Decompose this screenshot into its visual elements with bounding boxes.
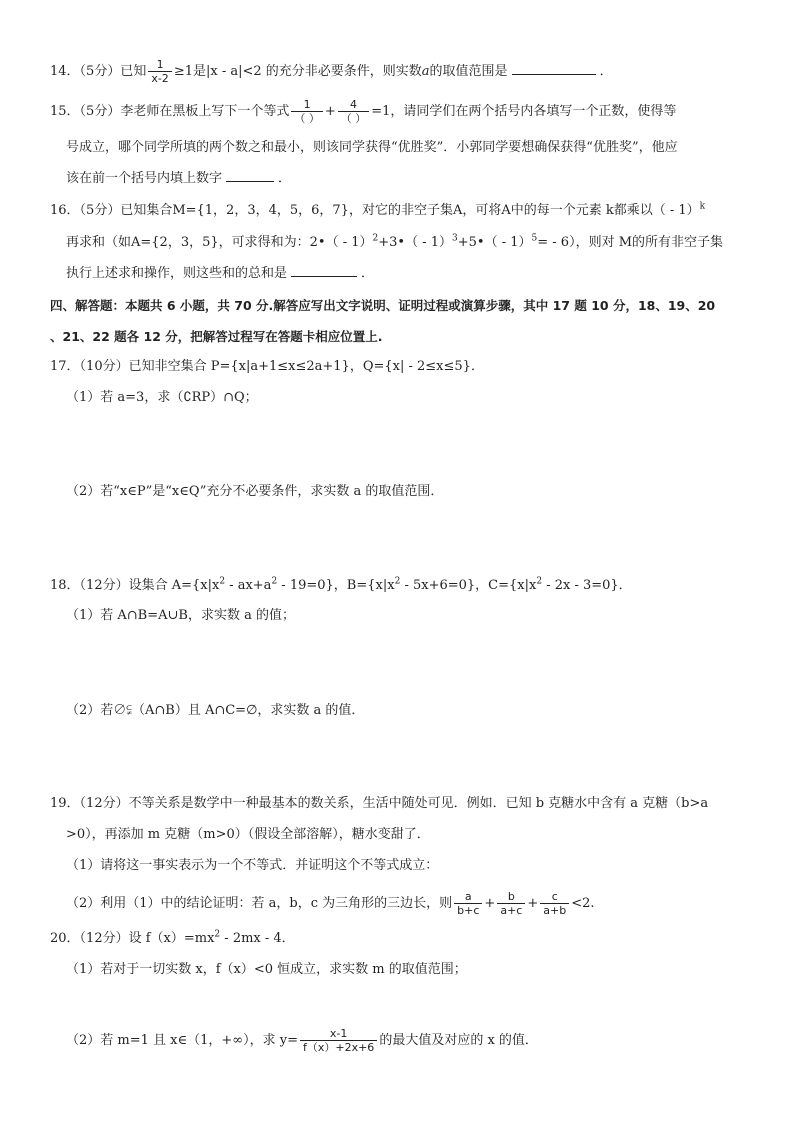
question-15-line-3: 该在前一个括号内填上数字 ． bbox=[66, 171, 292, 186]
q15-fraction-1: $\frac{1}{( )}$ bbox=[291, 98, 323, 125]
question-17-part-1: （1）若 a=3，求（∁RP）∩Q； bbox=[66, 390, 258, 405]
question-14: 14．（5分）已知 $\frac{1}{x-2}$ ≥1是|x - a|<2 的充分非必要条件，则实数a的取值范围是 ． bbox=[50, 58, 613, 85]
question-19-part-1: （1）请将这一事实表示为一个不等式．并证明这个不等式成立： bbox=[66, 858, 439, 873]
question-18-part-1: （1）若 A∩B=A∪B，求实数 a 的值； bbox=[66, 608, 295, 623]
question-17-stem: 17．（10分）已知非空集合 P={x|a+1≤x≤2a+1}，Q={x| - 2≤x≤5}． bbox=[50, 359, 484, 374]
q19-fraction-a: $\frac{a}{b+c}$ bbox=[454, 890, 482, 917]
question-16-line-3: 执行上述求和操作，则这些和的总和是 ． bbox=[66, 266, 375, 281]
question-19-part-2: （2）利用（1）中的结论证明：若 a，b，c 为三角形的三边长，则 $\frac{a}{b+c}$ + $\frac{b}{a+c}$ + $\frac{c}{a+b}$ <2. bbox=[66, 890, 595, 917]
q19-fraction-c: $\frac{c}{a+b}$ bbox=[540, 890, 569, 917]
question-18-part-2: （2）若∅⫋（A∩B）且 A∩C=∅，求实数 a 的值． bbox=[66, 703, 365, 718]
question-20-part-1: （1）若对于一切实数 x，f（x）<0 恒成立，求实数 m 的取值范围； bbox=[66, 962, 467, 977]
q15-fraction-2: $\frac{4}{( )}$ bbox=[338, 98, 370, 125]
question-15-line-2: 号成立，哪个同学所填的两个数之和最小，则该同学获得“优胜奖”．小郭同学要想确保获得“优胜奖”，他应 bbox=[66, 140, 678, 155]
question-16-line-2: 再求和（如A={2，3，5}，可求得和为：2•（ - 1）$^2$+3•（ - 1）$^3$+5•（ - 1）$^5$= - 6），则对 M的所有非空子集 bbox=[66, 233, 724, 250]
q15-answer-blank[interactable] bbox=[226, 169, 274, 182]
question-15-line-1: 15．（5分）李老师在黑板上写下一个等式 $\frac{1}{( )}$ + $\frac{4}{( )}$ =1，请同学们在两个括号内各填写一个正数，使得等 bbox=[50, 98, 677, 125]
q14-fraction: $\frac{1}{x-2}$ bbox=[148, 58, 171, 85]
q20-fraction: $\frac{x-1}{f(x)+2x+6}$ bbox=[300, 1027, 377, 1054]
q14-var: a bbox=[421, 64, 430, 79]
question-17-part-2: （2）若“x∈P”是“x∈Q”充分不必要条件，求实数 a 的取值范围． bbox=[66, 484, 444, 499]
question-18-stem: 18．（12分）设集合 $A=\{x|x^2 - ax+a^2 - 19=0\}$，$B=\{x|x^2 - 5x+6=0\}$，$C=\{x|x^2 - 2x - 3=0\}$． bbox=[50, 576, 632, 593]
question-20-stem: 20．（12分）设 $f(x)=mx^2 - 2mx - 4$． bbox=[50, 929, 295, 946]
q16-answer-blank[interactable] bbox=[291, 264, 357, 277]
q14-answer-blank[interactable] bbox=[512, 62, 596, 75]
question-16-line-1: 16．（5分）已知集合M={1，2，3，4，5，6，7}，对它的非空子集A，可将A中的每一个元素 k都乘以（ - 1）$^k$ bbox=[50, 201, 706, 218]
section-4-heading-line-1: 四、解答题：本题共 6 小题，共 70 分.解答应写出文字说明、证明过程或演算步骤，其中 17 题 10 分，18、19、20 bbox=[50, 298, 716, 313]
q14-text-start: 14．（5分）已知 bbox=[50, 64, 147, 79]
section-4-heading-line-2: 、21、22 题各 12 分，把解答过程写在答题卡相应位置上. bbox=[50, 329, 383, 344]
question-19-line-2: >0），再添加 m 克糖（m>0）（假设全部溶解），糖水变甜了． bbox=[66, 827, 430, 842]
q14-text-end: 的取值范围是 bbox=[429, 64, 508, 79]
q14-text-mid: ≥1是|x - a|<2 的充分非必要条件，则实数 bbox=[173, 64, 422, 79]
q19-fraction-b: $\frac{b}{a+c}$ bbox=[497, 890, 525, 917]
question-19-line-1: 19．（12分）不等关系是数学中一种最基本的数关系，生活中随处可见．例如．已知 b 克糖水中含有 a 克糖（b>a bbox=[50, 796, 709, 811]
question-20-part-2: （2）若 m=1 且 x∈（1，+∞），求 y= $\frac{x-1}{f(x)+2x+6}$ 的最大值及对应的 x 的值． bbox=[66, 1027, 538, 1054]
